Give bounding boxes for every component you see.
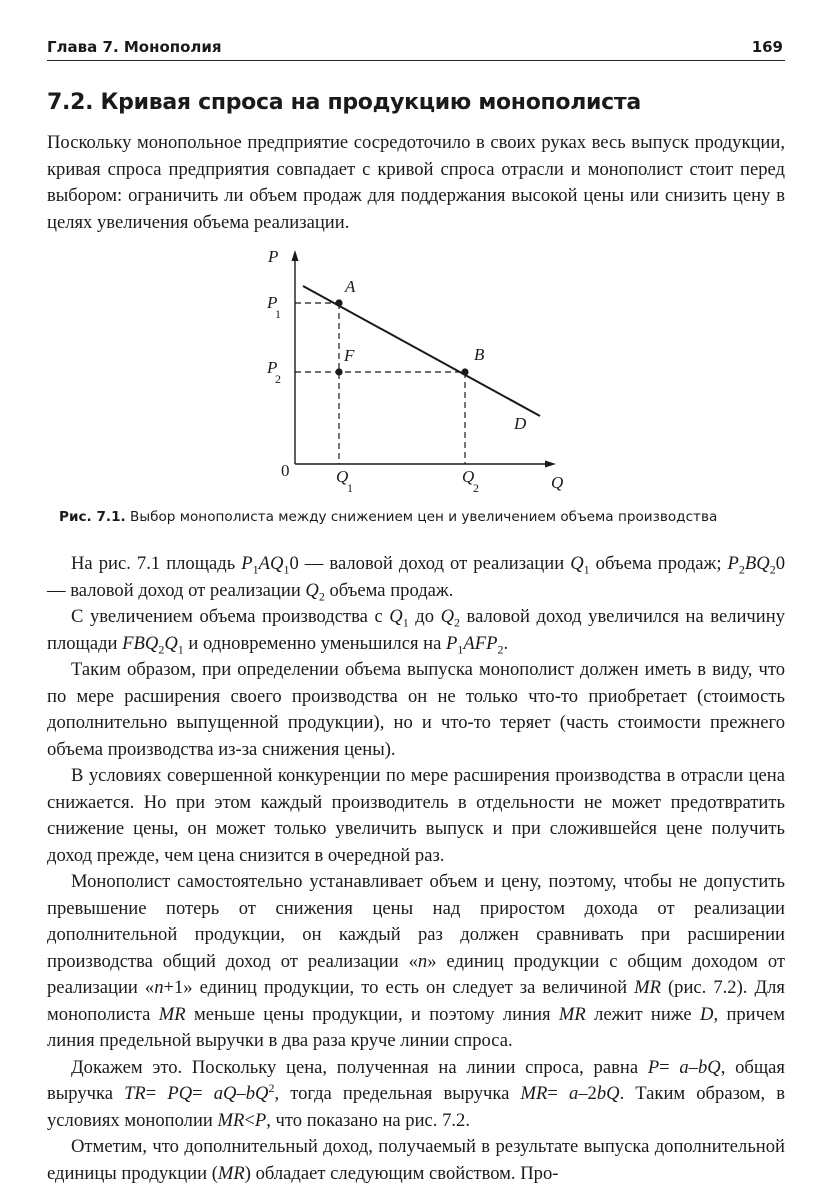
text-segment: ) обладает следующим свойством. Про- (244, 1162, 559, 1184)
p2-subscript: 2 (275, 372, 281, 386)
intro-paragraph: Поскольку монопольное предприятие сосредоточило в своих руках весь выпуск продукции, кривая спроса предприятия совпадает с кривой спроса отрасли и монополист стоит перед выбором: ограничить ли объем продаж для поддержания высокой цены или снизить цену в целях увеличения объема реализации. (47, 132, 785, 233)
text-segment: MR (217, 1162, 245, 1184)
paragraph-1 (47, 551, 785, 604)
y-axis-label: P (268, 247, 279, 266)
q1-subscript: 1 (347, 481, 353, 495)
text-segment: 2 (268, 1080, 275, 1095)
paragraph-2 (47, 604, 785, 657)
text-segment: < (244, 1109, 255, 1131)
text-segment: 1 (583, 562, 590, 577)
text-segment: +1» единиц продукции, то есть он следует за величиной (163, 977, 635, 998)
text-segment: AQ (258, 553, 284, 574)
text-segment: = (659, 1056, 680, 1078)
text-segment: P (727, 553, 739, 574)
header-rule (47, 60, 785, 61)
text-segment: 2 (769, 562, 776, 577)
point-f-label: F (344, 346, 355, 365)
main-text (47, 551, 785, 1187)
text-segment: FBQ (122, 632, 159, 654)
text-segment: 2 (318, 589, 325, 604)
text-segment: 2 (158, 642, 165, 657)
curve-d-label: D (514, 414, 527, 433)
text-segment: = (547, 1083, 569, 1104)
text-segment: = (145, 1083, 168, 1104)
p1-label: P (267, 293, 278, 312)
text-segment: Q (440, 606, 454, 627)
text-segment: AFP (463, 632, 498, 654)
text-segment: Отметим, что дополнительный доход, получаемый в результате выпуска дополнительной единицы продукции ( (47, 1136, 785, 1184)
y-axis-arrow (292, 250, 299, 261)
text-segment: Q (164, 632, 178, 654)
point-f-marker (335, 368, 342, 375)
text-segment: (рис. 7.2). Для монополиста (47, 977, 785, 1025)
text-segment: На рис. 7.1 площадь (71, 553, 242, 574)
caption-text: Выбор монополиста между снижением цен и увеличением объема производства (130, 509, 718, 525)
figure-caption (59, 509, 717, 525)
text-segment: , что показано на рис. 7.2. (266, 1109, 470, 1131)
text-segment: , тогда предельная выручка (274, 1083, 521, 1104)
q2-subscript: 2 (473, 481, 479, 495)
text-segment: a (568, 1083, 579, 1104)
paragraph-7 (47, 1134, 785, 1187)
text-segment: n (154, 977, 164, 998)
chapter-title: Глава 7. Монополия (47, 38, 222, 56)
text-segment: 1 (457, 642, 464, 657)
text-segment: валовой доход увеличился на величину площади (47, 606, 785, 654)
origin-label: 0 (281, 461, 290, 480)
point-b-marker (461, 368, 468, 375)
page-number: 169 (751, 38, 783, 56)
text-segment: 2 (738, 562, 745, 577)
text-segment: P (241, 553, 253, 574)
text-segment: 2 (497, 642, 504, 657)
text-segment: bQ (245, 1083, 269, 1104)
text-segment: объема продаж. (324, 579, 454, 601)
text-segment: n (417, 950, 428, 972)
text-segment: a (679, 1056, 689, 1078)
text-segment: 1 (252, 562, 259, 577)
text-segment: 2 (454, 615, 460, 630)
paragraph-6 (47, 1055, 785, 1135)
text-segment: и одновременно уменьшился на (183, 632, 447, 654)
text-segment: MR (217, 1109, 245, 1131)
text-segment: объема продаж; (589, 553, 728, 574)
text-segment: 1 (283, 562, 290, 577)
text-segment: BQ (744, 553, 770, 574)
text-segment: aQ (213, 1083, 237, 1104)
caption-number: Рис. 7.1. (59, 509, 126, 525)
page-header (47, 36, 785, 62)
text-segment: –2 (578, 1083, 597, 1104)
text-segment: до (408, 606, 441, 627)
text-segment: , общая выручка (47, 1056, 785, 1104)
text-segment: MR (634, 977, 661, 998)
text-segment: . Таким образом, в условиях монополии (47, 1083, 786, 1131)
q1-label: Q (336, 467, 349, 486)
section-title: 7.2. Кривая спроса на продукцию монополиста (47, 90, 641, 115)
paragraph-5 (47, 869, 785, 1055)
p2-label: P (267, 358, 278, 377)
point-b-label: B (474, 345, 485, 364)
figure-7-1 (240, 240, 600, 500)
text-segment: PQ (167, 1083, 193, 1104)
text-segment: 1 (177, 642, 184, 657)
text-segment: – (236, 1083, 246, 1104)
demand-diagram (240, 240, 600, 500)
text-segment: Q (570, 553, 584, 574)
text-segment: P (254, 1109, 267, 1131)
text-segment: лежит ниже (585, 1003, 701, 1025)
text-segment: P (647, 1056, 660, 1078)
text-segment: Q (389, 606, 403, 627)
text-segment: bQ (596, 1083, 620, 1104)
text-segment: Таким образом, при определении объема выпуска монополист должен иметь в виду, что по мере расширения своего производства он не только что-то приобретает (стоимость дополнительно выпущенной продукции), но и что-то теряет (часть стоимости прежнего объема производства из-за снижения цены). (47, 659, 785, 760)
p1-subscript: 1 (275, 307, 281, 321)
point-a-label: A (345, 277, 356, 296)
x-axis-label: Q (551, 473, 564, 492)
q2-label: Q (462, 467, 475, 486)
point-a-marker (335, 299, 342, 306)
text-segment: D (700, 1003, 714, 1025)
text-segment: MR (158, 1003, 186, 1025)
text-segment: . (503, 632, 509, 654)
text-segment: = (192, 1083, 214, 1104)
text-segment: » единиц продукции с общим доходом от реализации « (47, 950, 785, 998)
text-segment: Монополист самостоятельно устанавливает объем и цену, поэтому, чтобы не допустить превышение потерь от снижения цены над приростом дохода от реализации дополнительной продукции, он каждый раз должен сравнивать при расширении производства общий доход от реализации « (47, 871, 785, 972)
text-segment: В условиях совершенной конкуренции по мере расширения производства в отрасли цена снижается. Но при этом каждый производитель в отдельности не может предотвратить снижение цены, он может только увеличить выпуск и при сложившейся цене получить доход прежде, чем цена снизится в очередной раз. (47, 765, 785, 866)
text-segment: bQ (697, 1056, 721, 1078)
x-axis-arrow (545, 461, 556, 468)
paragraph-3 (47, 657, 785, 763)
text-segment: , причем линия предельной выручки в два раза круче линии спроса. (47, 1003, 786, 1051)
text-segment: MR (558, 1003, 586, 1025)
text-segment: 0 — валовой доход от реализации (289, 553, 571, 574)
paragraph-4 (47, 763, 785, 869)
text-segment: – (688, 1056, 698, 1078)
text-segment: 1 (402, 615, 409, 630)
text-segment: MR (520, 1083, 548, 1104)
text-segment: меньше цены продукции, и поэтому линия (185, 1003, 559, 1025)
text-segment: С увеличением объема производства с (71, 606, 390, 627)
text-segment: Докажем это. Поскольку цена, полученная на линии спроса, равна (71, 1056, 648, 1078)
text-segment: TR (124, 1083, 146, 1104)
text-segment: Q (305, 579, 319, 601)
text-segment: 0 — валовой доход от реализации (47, 553, 785, 601)
text-segment: P (446, 632, 458, 654)
